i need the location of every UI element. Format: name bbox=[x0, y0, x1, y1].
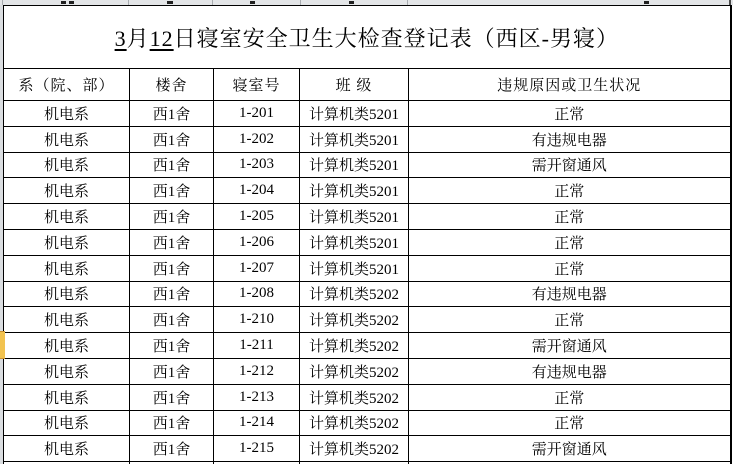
cell-status[interactable]: 需开窗通风 bbox=[409, 436, 731, 462]
cell-department[interactable]: 机电系 bbox=[4, 436, 130, 462]
grid-line bbox=[212, 0, 213, 5]
cell-class[interactable]: 计算机类5202 bbox=[300, 358, 409, 384]
cell-room[interactable]: 1-207 bbox=[214, 255, 300, 281]
cell-room[interactable]: 1-211 bbox=[214, 333, 300, 359]
sheet-top-cropped-row bbox=[0, 0, 733, 5]
cell-room[interactable]: 1-213 bbox=[214, 384, 300, 410]
title-month-char: 月 bbox=[126, 25, 150, 51]
cell-department[interactable]: 机电系 bbox=[4, 333, 130, 359]
cropped-text-remnant bbox=[349, 1, 354, 4]
cropped-text-remnant bbox=[69, 1, 74, 4]
table-row bbox=[4, 410, 731, 436]
table-row bbox=[4, 229, 731, 255]
title-rest: 日寝室安全卫生大检查登记表（西区-男寝） bbox=[173, 25, 619, 51]
cell-department[interactable]: 机电系 bbox=[4, 358, 130, 384]
cell-room[interactable]: 1-203 bbox=[214, 152, 300, 178]
table-row bbox=[4, 436, 731, 462]
cell-department[interactable]: 机电系 bbox=[4, 255, 130, 281]
cell-room[interactable]: 1-210 bbox=[214, 307, 300, 333]
row-marker bbox=[0, 331, 5, 359]
cell-department[interactable]: 机电系 bbox=[4, 307, 130, 333]
cell-room[interactable]: 1-205 bbox=[214, 204, 300, 230]
grid-line bbox=[729, 0, 731, 5]
table-row bbox=[4, 204, 731, 230]
cell-department[interactable]: 机电系 bbox=[4, 152, 130, 178]
cell-class[interactable]: 计算机类5202 bbox=[300, 384, 409, 410]
cropped-text-remnant bbox=[167, 1, 173, 4]
cell-department[interactable]: 机电系 bbox=[4, 204, 130, 230]
header-row bbox=[4, 69, 731, 101]
cell-status[interactable]: 正常 bbox=[409, 101, 731, 127]
cell-building[interactable]: 西1舍 bbox=[130, 126, 214, 152]
cell-class[interactable]: 计算机类5201 bbox=[300, 126, 409, 152]
cell-building[interactable]: 西1舍 bbox=[130, 333, 214, 359]
cell-building[interactable]: 西1舍 bbox=[130, 229, 214, 255]
cell-room[interactable]: 1-202 bbox=[214, 126, 300, 152]
cell-building[interactable]: 西1舍 bbox=[130, 101, 214, 127]
cropped-text-remnant bbox=[250, 1, 255, 4]
inspection-table bbox=[3, 5, 732, 464]
cell-room[interactable]: 1-214 bbox=[214, 410, 300, 436]
cell-building[interactable]: 西1舍 bbox=[130, 204, 214, 230]
table-row bbox=[4, 307, 731, 333]
grid-line bbox=[407, 0, 408, 5]
cell-building[interactable]: 西1舍 bbox=[130, 152, 214, 178]
title-cell[interactable] bbox=[4, 6, 731, 69]
cell-building[interactable]: 西1舍 bbox=[130, 384, 214, 410]
cell-class[interactable]: 计算机类5201 bbox=[300, 178, 409, 204]
cell-status[interactable]: 需开窗通风 bbox=[409, 152, 731, 178]
cell-status[interactable]: 正常 bbox=[409, 384, 731, 410]
cell-room[interactable]: 1-212 bbox=[214, 358, 300, 384]
cropped-text-remnant bbox=[644, 1, 649, 4]
cell-department[interactable]: 机电系 bbox=[4, 281, 130, 307]
cell-building[interactable]: 西1舍 bbox=[130, 281, 214, 307]
cell-building[interactable]: 西1舍 bbox=[130, 307, 214, 333]
cell-status[interactable]: 需开窗通风 bbox=[409, 333, 731, 359]
cell-room[interactable]: 1-201 bbox=[214, 101, 300, 127]
cell-class[interactable]: 计算机类5202 bbox=[300, 410, 409, 436]
table-row bbox=[4, 255, 731, 281]
grid-line bbox=[2, 0, 3, 5]
table-row bbox=[4, 384, 731, 410]
title-row bbox=[4, 6, 731, 69]
cell-department[interactable]: 机电系 bbox=[4, 101, 130, 127]
table-row bbox=[4, 178, 731, 204]
cell-building[interactable]: 西1舍 bbox=[130, 358, 214, 384]
cell-building[interactable]: 西1舍 bbox=[130, 410, 214, 436]
cell-department[interactable]: 机电系 bbox=[4, 384, 130, 410]
grid-line bbox=[300, 0, 301, 5]
cell-status[interactable]: 有违规电器 bbox=[409, 358, 731, 384]
table-row bbox=[4, 152, 731, 178]
header-cell-status[interactable]: 违规原因或卫生状况 bbox=[409, 69, 731, 101]
header-cell-building[interactable]: 楼舍 bbox=[130, 69, 214, 101]
cell-class[interactable]: 计算机类5201 bbox=[300, 152, 409, 178]
cell-department[interactable]: 机电系 bbox=[4, 178, 130, 204]
cropped-text-remnant bbox=[61, 1, 66, 4]
header-cell-class[interactable]: 班 级 bbox=[300, 69, 409, 101]
cell-status[interactable]: 正常 bbox=[409, 410, 731, 436]
cell-building[interactable]: 西1舍 bbox=[130, 436, 214, 462]
cell-building[interactable]: 西1舍 bbox=[130, 255, 214, 281]
cell-department[interactable]: 机电系 bbox=[4, 126, 130, 152]
grid-line bbox=[128, 0, 129, 5]
cell-building[interactable]: 西1舍 bbox=[130, 178, 214, 204]
cell-class[interactable]: 计算机类5202 bbox=[300, 307, 409, 333]
cell-room[interactable]: 1-215 bbox=[214, 436, 300, 462]
table-row bbox=[4, 358, 731, 384]
cell-class[interactable]: 计算机类5201 bbox=[300, 204, 409, 230]
cell-class[interactable]: 计算机类5201 bbox=[300, 101, 409, 127]
header-cell-department[interactable]: 系（院、部） bbox=[4, 69, 130, 101]
cell-status[interactable]: 正常 bbox=[409, 229, 731, 255]
cell-room[interactable]: 1-208 bbox=[214, 281, 300, 307]
cell-status[interactable]: 有违规电器 bbox=[409, 281, 731, 307]
table-row bbox=[4, 101, 731, 127]
table-row bbox=[4, 281, 731, 307]
title-month-number: 3 bbox=[114, 25, 127, 51]
title-day-number: 12 bbox=[149, 25, 174, 51]
cell-class[interactable]: 计算机类5201 bbox=[300, 255, 409, 281]
table-row bbox=[4, 126, 731, 152]
header-cell-room[interactable]: 寝室号 bbox=[214, 69, 300, 101]
cell-room[interactable]: 1-204 bbox=[214, 178, 300, 204]
cell-department[interactable]: 机电系 bbox=[4, 410, 130, 436]
cell-status[interactable]: 正常 bbox=[409, 204, 731, 230]
cell-status[interactable]: 正常 bbox=[409, 178, 731, 204]
table-body bbox=[4, 101, 731, 462]
cell-class[interactable]: 计算机类5202 bbox=[300, 436, 409, 462]
cell-room[interactable]: 1-206 bbox=[214, 229, 300, 255]
cell-class[interactable]: 计算机类5202 bbox=[300, 281, 409, 307]
cell-status[interactable]: 正常 bbox=[409, 255, 731, 281]
cell-status[interactable]: 有违规电器 bbox=[409, 126, 731, 152]
table-head-area bbox=[4, 6, 731, 101]
cell-department[interactable]: 机电系 bbox=[4, 229, 130, 255]
table-row bbox=[4, 333, 731, 359]
cell-class[interactable]: 计算机类5202 bbox=[300, 333, 409, 359]
cell-class[interactable]: 计算机类5201 bbox=[300, 229, 409, 255]
cell-status[interactable]: 正常 bbox=[409, 307, 731, 333]
